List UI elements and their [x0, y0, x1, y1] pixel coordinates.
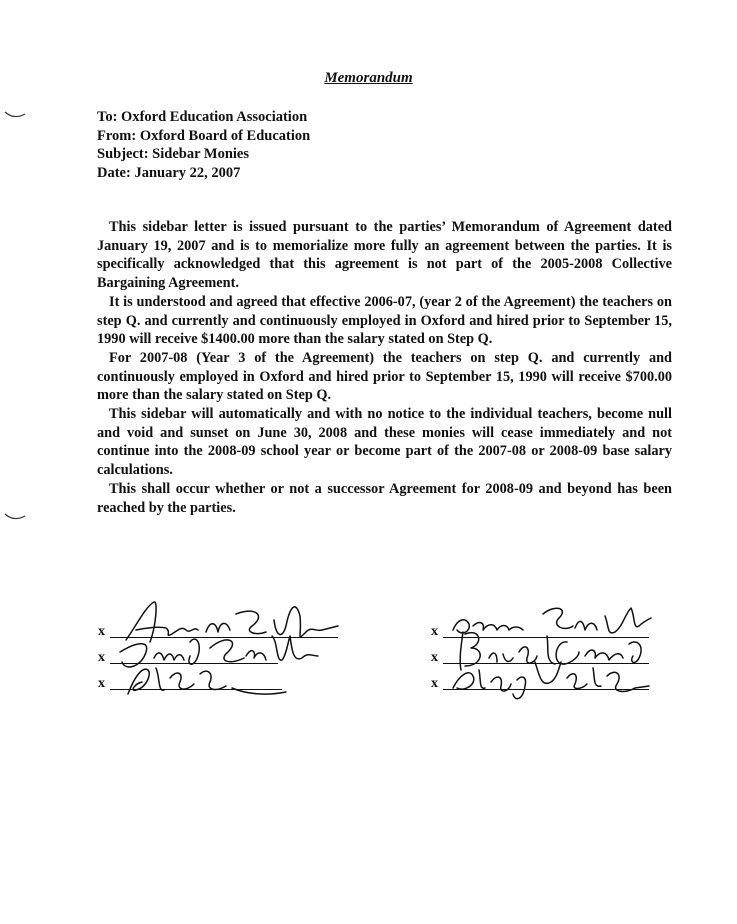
header-to: To: Oxford Education Association: [97, 109, 308, 125]
handwritten-signature: [106, 648, 346, 704]
paragraph-sunset: This sidebar will automatically and with no notice to the individual teachers, become null and void and sunset on June 30, 2008 and these monies will cease immediately and not continue into the 2008-09 school year or become part of the 2007-08 or 2008-09 base salary calculations.: [97, 406, 672, 479]
signature-x-mark: x: [431, 624, 438, 639]
signature-x-mark: x: [98, 624, 105, 639]
scan-margin-mark-top: [4, 110, 26, 120]
signature-x-mark: x: [431, 676, 438, 691]
paragraph-purpose: This sidebar letter is issued pursuant to the parties’ Memorandum of Agreement dated January 19, 2007 and is to memorialize more fully an agreement between the parties. It is specifically acknowledged that this agreement is not part of the 2005-2008 Collective Bargaining Agreement.: [97, 219, 672, 292]
memo-title: Memorandum: [324, 70, 413, 86]
header-date: Date: January 22, 2007: [97, 164, 241, 181]
header-subject: Subject: Sidebar Monies: [97, 146, 249, 162]
header-from: From: Oxford Board of Education: [97, 127, 311, 144]
paragraph-2006-07: It is understood and agreed that effective 2006-07, (year 2 of the Agreement) the teachers on step Q. and currently and continuously employed in Oxford and hired prior to September 15, 1990 will receive $1400.00 more than the salary stated on Step Q.: [97, 293, 672, 348]
signature-line: [98, 670, 348, 696]
signature-block-left: [98, 618, 348, 696]
signature-x-mark: x: [431, 650, 438, 665]
signature-block-right: [431, 618, 661, 696]
memo-body: [97, 218, 672, 517]
scan-margin-mark-bottom: [4, 512, 26, 522]
paragraph-2007-08: For 2007-08 (Year 3 of the Agreement) the teachers on step Q. and currently and continuously employed in Oxford and hired prior to September 15, 1990 will receive $700.00 more than the salary stated on Step Q.: [97, 349, 672, 404]
signature-x-mark: x: [98, 676, 105, 691]
paragraph-successor: This shall occur whether or not a successor Agreement for 2008-09 and beyond has been reached by the parties.: [97, 480, 672, 516]
signature-x-mark: x: [98, 650, 105, 665]
memo-header: [97, 108, 310, 182]
signature-line: [431, 670, 661, 696]
handwritten-signature: [439, 648, 659, 704]
